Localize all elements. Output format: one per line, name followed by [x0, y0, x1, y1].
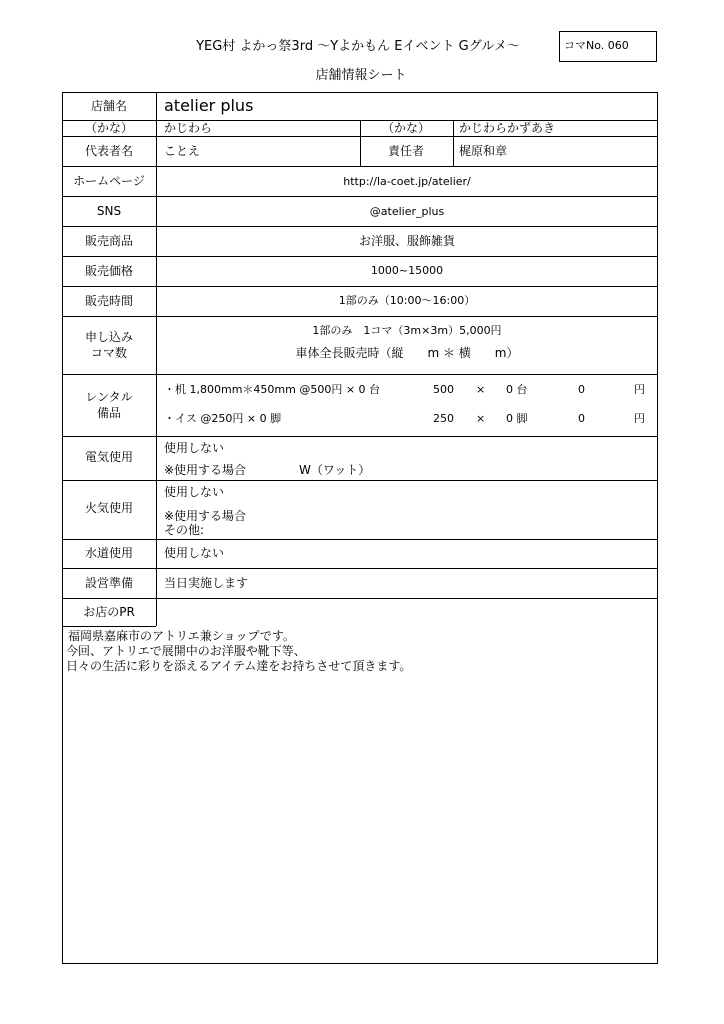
electric-label: 電気使用: [84, 450, 134, 464]
rental-desk-qty: 0 台: [506, 383, 528, 396]
shop-name-label: 店舗名: [90, 99, 128, 113]
row-divider: [62, 196, 658, 197]
rental-desk-desc: ・机 1,800mm＊450mm @500円 × 0 台: [164, 383, 381, 396]
sns-label: SNS: [96, 204, 122, 218]
homepage-url: http://la-coet.jp/atelier/: [343, 175, 471, 188]
pr-label-underline: [62, 626, 156, 627]
event-title: YEG村 よかっ祭3rd 〜Yよかもん Eイベント Gグルメ〜: [196, 39, 520, 54]
electric-watt: W（ワット）: [299, 463, 371, 477]
products-value: お洋服、服飾雑貨: [358, 234, 456, 248]
manager-kana-label: （かな）: [381, 121, 431, 135]
price-value: 1000~15000: [370, 264, 444, 277]
info-table: [62, 92, 658, 964]
kana-column-divider: [360, 120, 361, 166]
price-label: 販売価格: [84, 264, 134, 278]
products-label: 販売商品: [84, 234, 134, 248]
kana-label: （かな）: [84, 121, 134, 135]
rental-label-1: レンタル: [85, 390, 133, 404]
rental-desk-amount: 0: [578, 383, 585, 396]
application-line-2: 車体全長販売時（縦 m ＊ 横 m）: [295, 346, 519, 360]
row-divider: [62, 539, 658, 540]
row-divider: [62, 480, 658, 481]
rental-chair-desc: ・イス @250円 × 0 脚: [164, 412, 282, 425]
manager-name: 梶原和章: [459, 144, 508, 158]
row-divider: [62, 226, 658, 227]
rental-chair-times: ×: [476, 412, 486, 425]
rental-desk-yen: 円: [634, 383, 645, 396]
pr-line: 日々の生活に彩りを添えるアイテム達をお持ちさせて頂きます。: [66, 659, 412, 673]
fire-label: 火気使用: [84, 501, 134, 515]
shop-kana: かじわら: [164, 121, 213, 135]
application-label-2: コマ数: [90, 346, 128, 360]
rental-chair-unit: 250: [433, 412, 454, 425]
setup-label: 設営準備: [84, 576, 134, 590]
pr-line: 福岡県嘉麻市のアトリエ兼ショップです。: [68, 629, 295, 643]
label-column-divider: [156, 92, 157, 626]
row-divider: [62, 256, 658, 257]
rental-chair-yen: 円: [634, 412, 645, 425]
row-divider: [62, 598, 658, 599]
pr-label: お店のPR: [83, 605, 135, 619]
hours-label: 販売時間: [84, 294, 134, 308]
rental-label-2: 備品: [96, 406, 122, 420]
rep-name: ことえ: [164, 144, 201, 158]
hours-value: 1部のみ（10:00〜16:00）: [338, 294, 476, 307]
row-divider: [62, 166, 658, 167]
manager-label: 責任者: [387, 144, 425, 158]
application-label-1: 申し込み: [84, 330, 134, 344]
sns-value: @atelier_plus: [369, 205, 445, 218]
rental-desk-unit: 500: [433, 383, 454, 396]
row-divider: [62, 436, 658, 437]
homepage-label: ホームページ: [73, 174, 145, 188]
manager-kana: かじわらかずあき: [459, 121, 556, 135]
rep-label: 代表者名: [84, 144, 134, 158]
row-divider: [62, 374, 658, 375]
rental-chair-amount: 0: [578, 412, 585, 425]
row-divider: [62, 568, 658, 569]
fire-line-2: ※使用する場合: [164, 509, 247, 523]
sheet-title: 店舗情報シート: [315, 68, 407, 83]
shop-name: atelier plus: [164, 96, 254, 115]
rental-desk-times: ×: [476, 383, 486, 396]
koma-number: コマNo. 060: [564, 39, 629, 52]
row-divider: [62, 316, 658, 317]
setup-value: 当日実施します: [164, 576, 249, 590]
water-label: 水道使用: [84, 546, 134, 560]
fire-line-1: 使用しない: [164, 485, 225, 499]
fire-line-3: その他:: [164, 523, 205, 537]
pr-line: 今回、アトリエで展開中のお洋服や靴下等、: [66, 644, 306, 658]
rental-chair-qty: 0 脚: [506, 412, 528, 425]
electric-line-1: 使用しない: [164, 441, 225, 455]
water-value: 使用しない: [164, 546, 225, 560]
electric-line-2: ※使用する場合: [164, 463, 247, 477]
kana-column-divider: [453, 120, 454, 166]
application-line-1: 1部のみ 1コマ（3m×3m）5,000円: [312, 324, 502, 337]
row-divider: [62, 286, 658, 287]
